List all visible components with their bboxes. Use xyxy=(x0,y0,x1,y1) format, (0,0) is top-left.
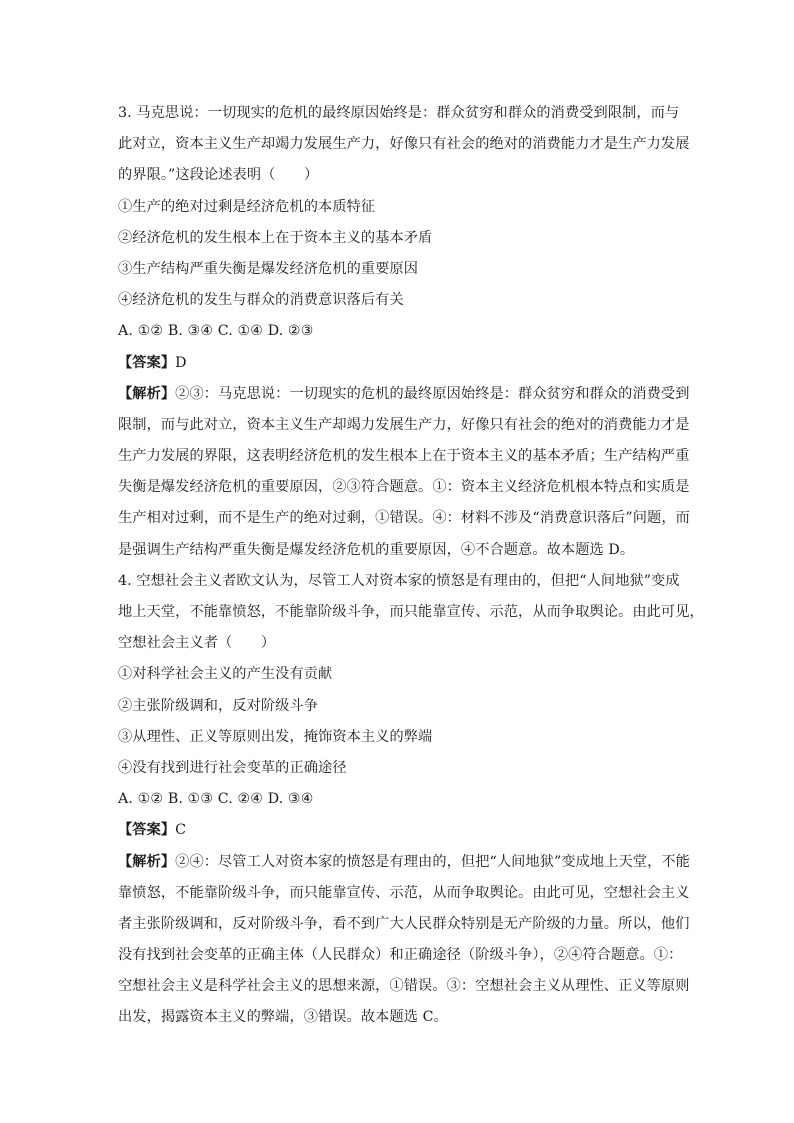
question-stem-line: 地上天堂，不能靠愤怒，不能靠阶级斗争，而只能靠宣传、示范，从而争取舆论。由此可见， xyxy=(118,604,704,620)
analysis-line: 没有找到社会变革的正确主体（人民群众）和正确途径（阶级斗争），②④符合题意。①： xyxy=(118,947,683,964)
question-stem-line: 空想社会主义者（ ） xyxy=(118,635,276,652)
answer-tag: 【答案】 xyxy=(118,354,176,371)
analysis-line xyxy=(118,847,690,878)
option-1: ①对科学社会主义的产生没有贡献 xyxy=(118,666,333,683)
analysis-text: ②③：马克思说：一切现实的危机的最终原因始终是：群众贫穷和群众的消费受到 xyxy=(175,385,690,402)
analysis-line: 是强调生产结构严重失衡是爆发经济危机的重要原因，④不合题意。故本题选 D。 xyxy=(118,541,635,558)
analysis-tag: 【解析】 xyxy=(118,385,176,402)
analysis-line: 失衡是爆发经济危机的重要原因，②③符合题意。①：资本主义经济危机根本特点和实质是 xyxy=(118,479,690,496)
option-2: ②主张阶级调和，反对阶级斗争 xyxy=(118,697,319,714)
question-stem-line: 此对立，资本主义生产却竭力发展生产力，好像只有社会的绝对的消费能力才是生产力发展 xyxy=(118,136,690,153)
answer-choices: A. ①② B. ③④ C. ①④ D. ②③ xyxy=(118,323,314,340)
option-3: ③从理性、正义等原则出发，掩饰资本主义的弊端 xyxy=(118,728,433,745)
answer-line xyxy=(118,815,678,846)
option-1: ①生产的绝对过剩是经济危机的本质特征 xyxy=(118,198,376,215)
analysis-line: 限制，而与此对立，资本主义生产却竭力发展生产力，好像只有社会的绝对的消费能力才是 xyxy=(118,416,690,433)
analysis-line: 生产力发展的界限，这表明经济危机的发生根本上在于资本主义的基本矛盾；生产结构严重 xyxy=(118,448,690,465)
answer-tag: 【答案】 xyxy=(118,822,176,839)
question-stem-line: 的界限。”这段论述表明（ ） xyxy=(118,167,319,184)
answer-value: D xyxy=(175,354,187,371)
answer-line xyxy=(118,348,678,379)
option-3: ③生产结构严重失衡是爆发经济危机的重要原因 xyxy=(118,260,419,277)
document-page xyxy=(118,98,704,1034)
question-stem-line: 3. 马克思说：一切现实的危机的最终原因始终是：群众贫穷和群众的消费受到限制，而与 xyxy=(118,105,680,121)
analysis-line: 生产相对过剩，而不是生产的绝对过剩，①错误。④：材料不涉及“消费意识落后”问题，而 xyxy=(118,510,690,527)
option-2: ②经济危机的发生根本上在于资本主义的基本矛盾 xyxy=(118,229,433,246)
option-4: ④没有找到进行社会变革的正确途径 xyxy=(118,759,347,776)
analysis-line xyxy=(118,379,690,410)
answer-choices: A. ①② B. ①③ C. ②④ D. ③④ xyxy=(118,791,314,808)
analysis-text: ②④：尽管工人对资本家的愤怒是有理由的，但把“人间地狱”变成地上天堂，不能 xyxy=(175,853,690,870)
analysis-line: 出发，揭露资本主义的弊端，③错误。故本题选 C。 xyxy=(118,1009,448,1026)
analysis-line: 空想社会主义是科学社会主义的思想来源，①错误。③：空想社会主义从理性、正义等原则 xyxy=(118,978,690,995)
option-4: ④经济危机的发生与群众的消费意识落后有关 xyxy=(118,292,404,309)
analysis-line: 者主张阶级调和，反对阶级斗争，看不到广大人民群众特别是无产阶级的力量。所以，他们 xyxy=(118,915,690,932)
analysis-line: 靠愤怒，不能靠阶级斗争，而只能靠宣传、示范，从而争取舆论。由此可见，空想社会主义 xyxy=(118,884,690,901)
question-stem-line: 4. 空想社会主义者欧文认为，尽管工人对资本家的愤怒是有理由的，但把“人间地狱”变成 xyxy=(118,572,680,589)
question-4 xyxy=(118,566,704,1034)
question-3 xyxy=(118,98,690,566)
analysis-tag: 【解析】 xyxy=(118,853,176,870)
answer-value: C xyxy=(175,822,187,839)
